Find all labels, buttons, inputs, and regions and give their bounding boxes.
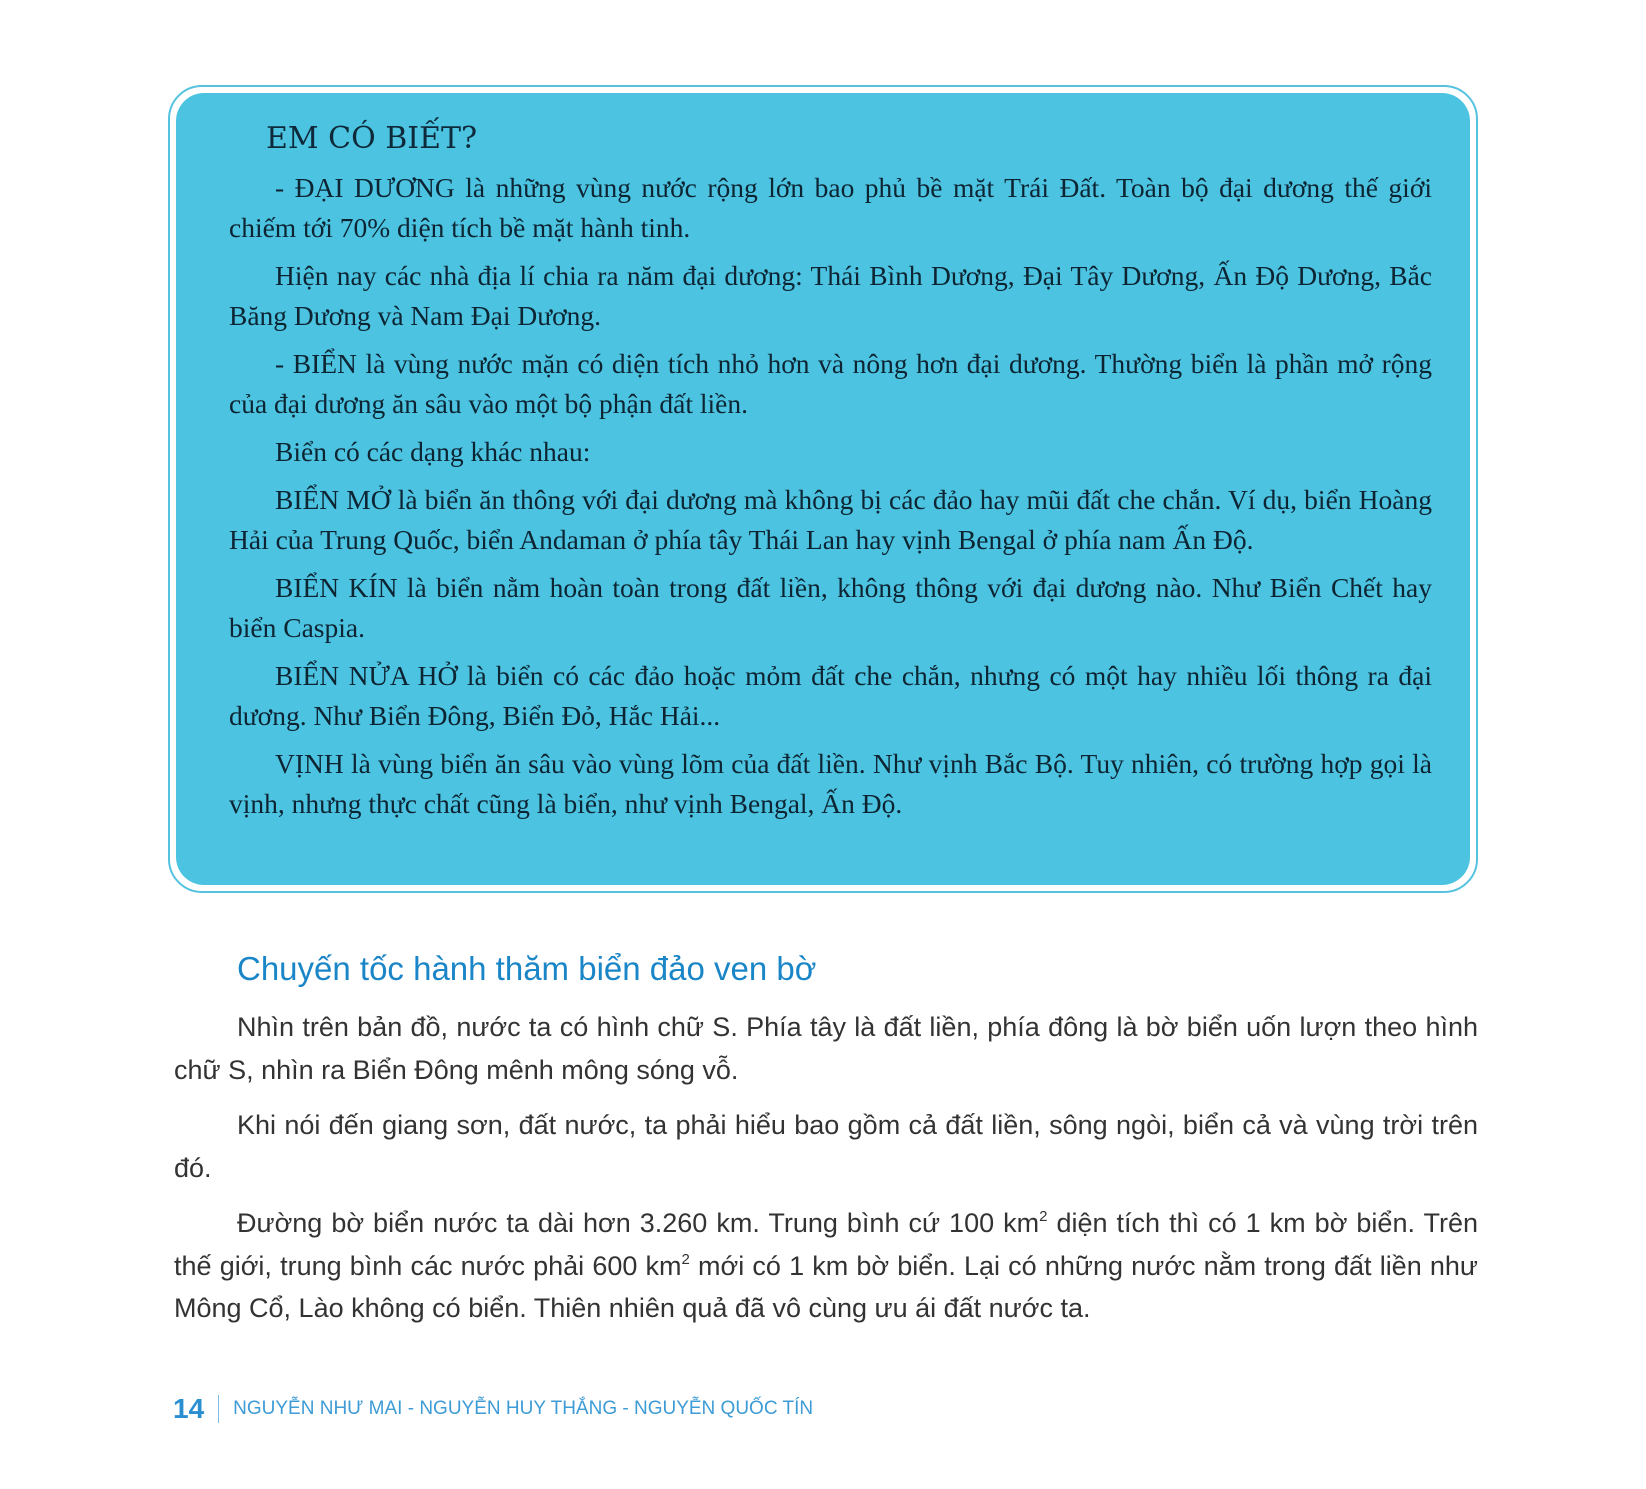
superscript: 2 <box>1039 1208 1048 1225</box>
body-paragraph <box>174 1202 1478 1330</box>
page-number: 14 <box>173 1393 205 1424</box>
did-you-know-body <box>229 168 1432 832</box>
body-paragraph: Nhìn trên bản đồ, nước ta có hình chữ S. Phía tây là đất liền, phía đông là bờ biển uốn lượn theo hình chữ S, nhìn ra Biển Đông mênh mông sóng vỗ. <box>174 1012 1478 1085</box>
footer-divider <box>218 1395 219 1423</box>
body-text: Đường bờ biển nước ta dài hơn 3.260 km. Trung bình cứ 100 km <box>237 1208 1040 1238</box>
box-paragraph: BIỂN KÍN là biển nằm hoàn toàn trong đất liền, không thông với đại dương nào. Như Biển Chết hay biển Caspia. <box>229 572 1432 643</box>
section-heading: Chuyến tốc hành thăm biển đảo ven bờ <box>237 950 817 987</box>
box-paragraph: Hiện nay các nhà địa lí chia ra năm đại dương: Thái Bình Dương, Đại Tây Dương, Ấn Độ Dương, Bắc Băng Dương và Nam Đại Dương. <box>229 260 1432 331</box>
box-paragraph: BIỂN MỞ là biển ăn thông với đại dương mà không bị các đảo hay mũi đất che chắn. Ví dụ, biển Hoàng Hải của Trung Quốc, biển Andaman ở phía tây Thái Lan hay vịnh Bengal ở phía nam Ấn Độ. <box>229 484 1432 555</box>
box-paragraph: - ĐẠI DƯƠNG là những vùng nước rộng lớn bao phủ bề mặt Trái Đất. Toàn bộ đại dương thế giới chiếm tới 70% diện tích bề mặt hành tinh. <box>229 172 1432 243</box>
body-text: diện tích thì có 1 km bờ biển. Trên thế giới, trung bình các nước phải 600 km <box>174 1208 1479 1281</box>
body-paragraph: Khi nói đến giang sơn, đất nước, ta phải hiểu bao gồm cả đất liền, sông ngòi, biển cả và vùng trời trên đó. <box>174 1110 1478 1183</box>
did-you-know-title: EM CÓ BIẾT? <box>266 121 478 156</box>
box-paragraph: VỊNH là vùng biển ăn sâu vào vùng lõm của đất liền. Như vịnh Bắc Bộ. Tuy nhiên, có trường hợp gọi là vịnh, nhưng thực chất cũng là biển, như vịnh Bengal, Ấn Độ. <box>229 748 1432 819</box>
body-text: mới có 1 km bờ biển. Lại có những nước nằm trong đất liền như Mông Cổ, Lào không có biển. Thiên nhiên quả đã vô cùng ưu ái đất nước ta. <box>174 1250 1478 1323</box>
did-you-know-box <box>168 85 1478 893</box>
superscript: 2 <box>681 1250 690 1268</box>
box-paragraph: BIỂN NỬA HỞ là biển có các đảo hoặc mỏm đất che chắn, nhưng có một hay nhiều lối thông ra đại dương. Như Biển Đông, Biển Đỏ, Hắc Hải... <box>229 660 1432 731</box>
main-body <box>174 1006 1478 1343</box>
box-paragraph: Biển có các dạng khác nhau: <box>275 436 591 467</box>
box-paragraph: - BIỂN là vùng nước mặn có diện tích nhỏ hơn và nông hơn đại dương. Thường biển là phần mở rộng của đại dương ăn sâu vào một bộ phận đất liền. <box>229 348 1432 419</box>
page-footer <box>173 1392 813 1426</box>
did-you-know-box-fill <box>176 93 1470 885</box>
footer-authors: NGUYỄN NHƯ MAI - NGUYỄN HUY THẮNG - NGUYỄN QUỐC TÍN <box>233 1398 814 1419</box>
